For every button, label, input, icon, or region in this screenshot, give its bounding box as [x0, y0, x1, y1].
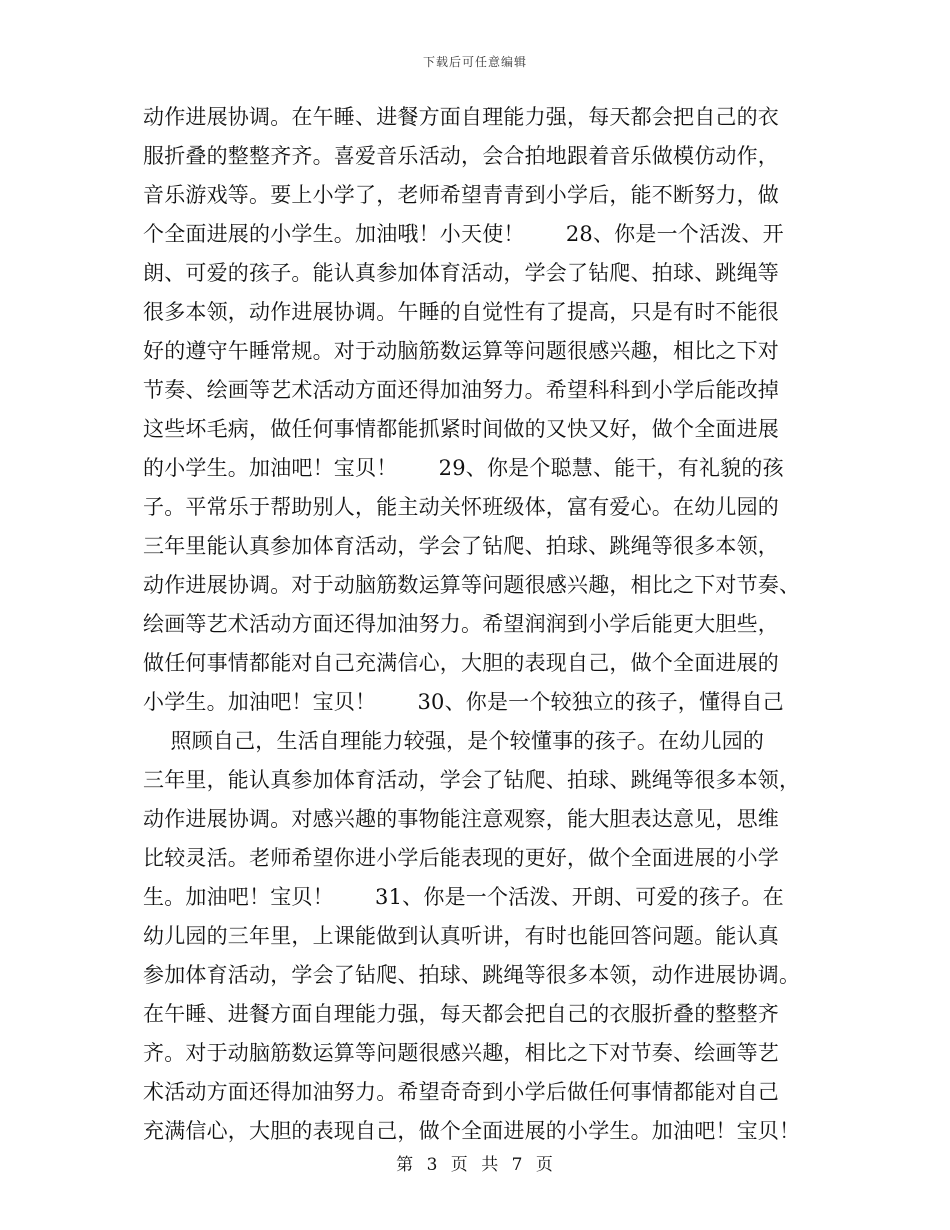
text-line: 的小学生。加油吧！宝贝！ 29、你是个聪慧、能干，有礼貌的孩 — [143, 456, 784, 480]
text-line: 做任何事情都能对自己充满信心，大胆的表现自己，做个全面进展的 — [143, 651, 779, 675]
text-line: 动作进展协调。对于动脑筋数运算等问题很感兴趣，相比之下对节奏、 — [143, 573, 801, 597]
text-line: 齐。对于动脑筋数运算等问题很感兴趣，相比之下对节奏、绘画等艺 — [143, 1041, 779, 1065]
text-line: 动作进展协调。在午睡、进餐方面自理能力强，每天都会把自己的衣 — [143, 105, 779, 129]
text-line: 三年里，能认真参加体育活动，学会了钻爬、拍球、跳绳等很多本领， — [143, 768, 801, 792]
text-line: 好的遵守午睡常规。对于动脑筋数运算等问题很感兴趣，相比之下对 — [143, 339, 779, 363]
text-line: 个全面进展的小学生。加油哦！小天使！ 28、你是一个活泼、开 — [143, 222, 784, 246]
text-line: 生。加油吧！宝贝！ 31、你是一个活泼、开朗、可爱的孩子。在 — [143, 885, 784, 909]
text-line: 动作进展协调。对感兴趣的事物能注意观察，能大胆表达意见，思维 — [143, 807, 779, 831]
text-line: 朗、可爱的孩子。能认真参加体育活动，学会了钻爬、拍球、跳绳等 — [143, 261, 779, 285]
text-line: 充满信心，大胆的表现自己，做个全面进展的小学生。加油吧！宝贝！ — [143, 1119, 801, 1143]
text-line: 绘画等艺术活动方面还得加油努力。希望润润到小学后能更大胆些， — [143, 612, 779, 636]
text-line: 比较灵活。老师希望你进小学后能表现的更好，做个全面进展的小学 — [143, 846, 779, 870]
text-line: 很多本领，动作进展协调。午睡的自觉性有了提高，只是有时不能很 — [143, 300, 779, 324]
text-line: 这些坏毛病，做任何事情都能抓紧时间做的又快又好，做个全面进展 — [143, 417, 779, 441]
text-line: 服折叠的整整齐齐。喜爱音乐活动，会合拍地跟着音乐做模仿动作， — [143, 144, 779, 168]
text-line: 三年里能认真参加体育活动，学会了钻爬、拍球、跳绳等很多本领， — [143, 534, 779, 558]
text-line: 节奏、绘画等艺术活动方面还得加油努力。希望科科到小学后能改掉 — [143, 378, 779, 402]
text-line: 术活动方面还得加油努力。希望奇奇到小学后做任何事情都能对自己 — [143, 1080, 779, 1104]
page-header: 下载后可任意编辑 — [422, 55, 527, 69]
text-line: 幼儿园的三年里，上课能做到认真听讲，有时也能回答问题。能认真 — [143, 924, 779, 948]
text-line: 参加体育活动，学会了钻爬、拍球、跳绳等很多本领，动作进展协调。 — [143, 963, 801, 987]
text-line: 在午睡、进餐方面自理能力强，每天都会把自己的衣服折叠的整整齐 — [143, 1002, 779, 1026]
text-line: 子。平常乐于帮助别人，能主动关怀班级体，富有爱心。在幼儿园的 — [143, 495, 779, 519]
text-line: 小学生。加油吧！宝贝！ 30、你是一个较独立的孩子，懂得自己 — [143, 690, 784, 714]
page-number: 第 3 页 共 7 页 — [396, 1155, 554, 1175]
text-line: 音乐游戏等。要上小学了，老师希望青青到小学后，能不断努力，做 — [143, 183, 779, 207]
text-line: 照顾自己，生活自理能力较强，是个较懂事的孩子。在幼儿园的 — [143, 729, 765, 753]
